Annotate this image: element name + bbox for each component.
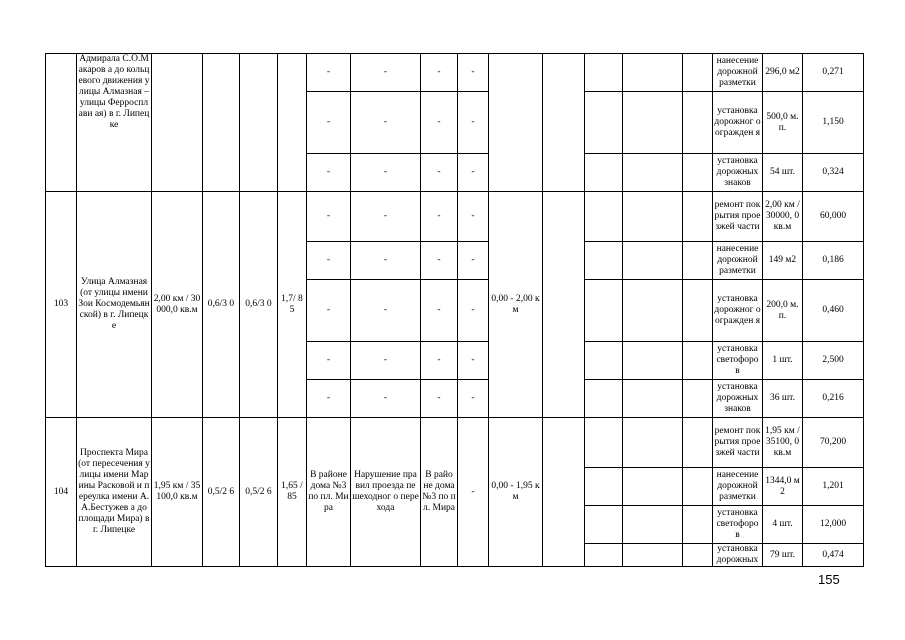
cell: - [351, 192, 421, 242]
cell: - [421, 192, 458, 242]
work-volume: 296,0 м2 [763, 54, 803, 92]
cell: - [421, 380, 458, 418]
work-type: нанесение дорожной разметки [713, 242, 763, 280]
cell [585, 242, 623, 280]
section-range [489, 54, 543, 192]
cell [585, 192, 623, 242]
cell: - [307, 54, 351, 92]
work-cost: 0,216 [803, 380, 864, 418]
incident-location-2: В райо не дома №3 по пл. Мира [421, 418, 458, 567]
road-length [152, 54, 203, 192]
work-volume: 1 шт. [763, 342, 803, 380]
cell: - [421, 242, 458, 280]
cell [543, 192, 585, 418]
incident-location: В районе дома №3 по пл. Мира [307, 418, 351, 567]
cell: 1,7/ 85 [278, 192, 307, 418]
cell [623, 192, 683, 242]
row-number: 104 [46, 418, 77, 567]
cell: - [351, 154, 421, 192]
cell [543, 418, 585, 567]
cell [203, 54, 240, 192]
cell: - [351, 242, 421, 280]
incident-cause: Нарушение правил проезда пешеходног о перехода [351, 418, 421, 567]
cell: - [307, 242, 351, 280]
work-cost: 0,324 [803, 154, 864, 192]
cell [683, 380, 713, 418]
cell: - [307, 280, 351, 342]
work-cost: 12,000 [803, 506, 864, 544]
cell [683, 92, 713, 154]
cell [278, 54, 307, 192]
row-number: 103 [46, 192, 77, 418]
cell: - [307, 380, 351, 418]
cell [585, 418, 623, 468]
cell: - [458, 154, 489, 192]
cell [585, 280, 623, 342]
work-cost: 1,150 [803, 92, 864, 154]
section-range: 0,00 - 1,95 км [489, 418, 543, 567]
cell [683, 54, 713, 92]
cell [585, 506, 623, 544]
work-cost: 0,460 [803, 280, 864, 342]
road-name: Адмирала С.О.Макаров а до кольцевого движения улицы Алмазная – улицы Ферросплави ая) в г. Липецке [77, 54, 152, 192]
road-name: Проспекта Мира (от пересечения улицы имени Марины Расковой и переулка имени А.А.Бестужев а до площади Мира) в г. Липецке [77, 418, 152, 567]
work-volume: 54 шт. [763, 154, 803, 192]
cell [623, 92, 683, 154]
work-cost: 0,271 [803, 54, 864, 92]
road-name: Улица Алмазная (от улицы имени Зои Космодемьян ской) в г. Липецке [77, 192, 152, 418]
work-type: установка светофоро в [713, 342, 763, 380]
work-volume: 79 шт. [763, 544, 803, 567]
cell: - [307, 342, 351, 380]
cell: 0,6/3 0 [203, 192, 240, 418]
work-type: установка светофоро в [713, 506, 763, 544]
cell [623, 544, 683, 567]
section-range: 0,00 - 2,00 км [489, 192, 543, 418]
table-row [46, 192, 864, 242]
row-number [46, 54, 77, 192]
cell: - [458, 380, 489, 418]
cell [683, 154, 713, 192]
work-volume: 149 м2 [763, 242, 803, 280]
cell: - [458, 54, 489, 92]
work-type: установка дорожных [713, 544, 763, 567]
cell [683, 280, 713, 342]
work-cost: 0,186 [803, 242, 864, 280]
cell: - [458, 92, 489, 154]
work-type: ремонт покрытия проезжей части [713, 418, 763, 468]
cell: - [351, 92, 421, 154]
cell [240, 54, 278, 192]
work-volume: 4 шт. [763, 506, 803, 544]
page-number: 155 [818, 572, 840, 587]
cell: - [421, 342, 458, 380]
roadworks-table [45, 53, 864, 567]
work-type: ремонт покрытия проезжей части [713, 192, 763, 242]
cell [623, 506, 683, 544]
cell: - [307, 154, 351, 192]
road-length: 1,95 км / 35100,0 кв.м [152, 418, 203, 567]
work-type: установка дорожног о огражден я [713, 280, 763, 342]
cell: - [421, 154, 458, 192]
cell [585, 92, 623, 154]
cell: - [458, 418, 489, 567]
work-cost: 60,000 [803, 192, 864, 242]
work-cost: 70,200 [803, 418, 864, 468]
cell [683, 418, 713, 468]
cell: - [421, 280, 458, 342]
cell [623, 54, 683, 92]
cell [683, 192, 713, 242]
work-volume: 500,0 м.п. [763, 92, 803, 154]
work-cost: 1,201 [803, 468, 864, 506]
cell [623, 468, 683, 506]
cell [623, 154, 683, 192]
work-cost: 2,500 [803, 342, 864, 380]
cell [683, 342, 713, 380]
cell [683, 242, 713, 280]
cell: - [307, 92, 351, 154]
cell: - [458, 192, 489, 242]
cell [623, 418, 683, 468]
cell: - [421, 92, 458, 154]
cell [543, 54, 585, 192]
road-length: 2,00 км / 30000,0 кв.м [152, 192, 203, 418]
cell [683, 544, 713, 567]
cell [585, 154, 623, 192]
cell: 0,5/2 6 [203, 418, 240, 567]
cell: 0,6/3 0 [240, 192, 278, 418]
cell [623, 342, 683, 380]
cell [585, 468, 623, 506]
work-volume: 200,0 м.п. [763, 280, 803, 342]
cell [683, 468, 713, 506]
cell [623, 380, 683, 418]
cell: - [307, 192, 351, 242]
work-type: установка дорожных знаков [713, 154, 763, 192]
cell [585, 380, 623, 418]
cell: - [458, 242, 489, 280]
cell: - [351, 342, 421, 380]
cell: - [458, 342, 489, 380]
work-type: нанесение дорожной разметки [713, 54, 763, 92]
table-row [46, 418, 864, 468]
cell [585, 54, 623, 92]
cell: - [351, 380, 421, 418]
cell [683, 506, 713, 544]
table-row [46, 54, 864, 92]
cell: - [351, 54, 421, 92]
work-cost: 0,474 [803, 544, 864, 567]
cell [585, 544, 623, 567]
cell: 1,65 /85 [278, 418, 307, 567]
cell: - [458, 280, 489, 342]
cell: - [421, 54, 458, 92]
work-type: установка дорожног о огражден я [713, 92, 763, 154]
work-volume: 1344,0 м2 [763, 468, 803, 506]
work-type: установка дорожных знаков [713, 380, 763, 418]
cell [623, 242, 683, 280]
work-volume: 1,95 км / 35100, 0 кв.м [763, 418, 803, 468]
cell: 0,5/2 6 [240, 418, 278, 567]
cell [623, 280, 683, 342]
work-type: нанесение дорожной разметки [713, 468, 763, 506]
work-volume: 36 шт. [763, 380, 803, 418]
cell: - [351, 280, 421, 342]
work-volume: 2,00 км / 30000, 0 кв.м [763, 192, 803, 242]
cell [585, 342, 623, 380]
